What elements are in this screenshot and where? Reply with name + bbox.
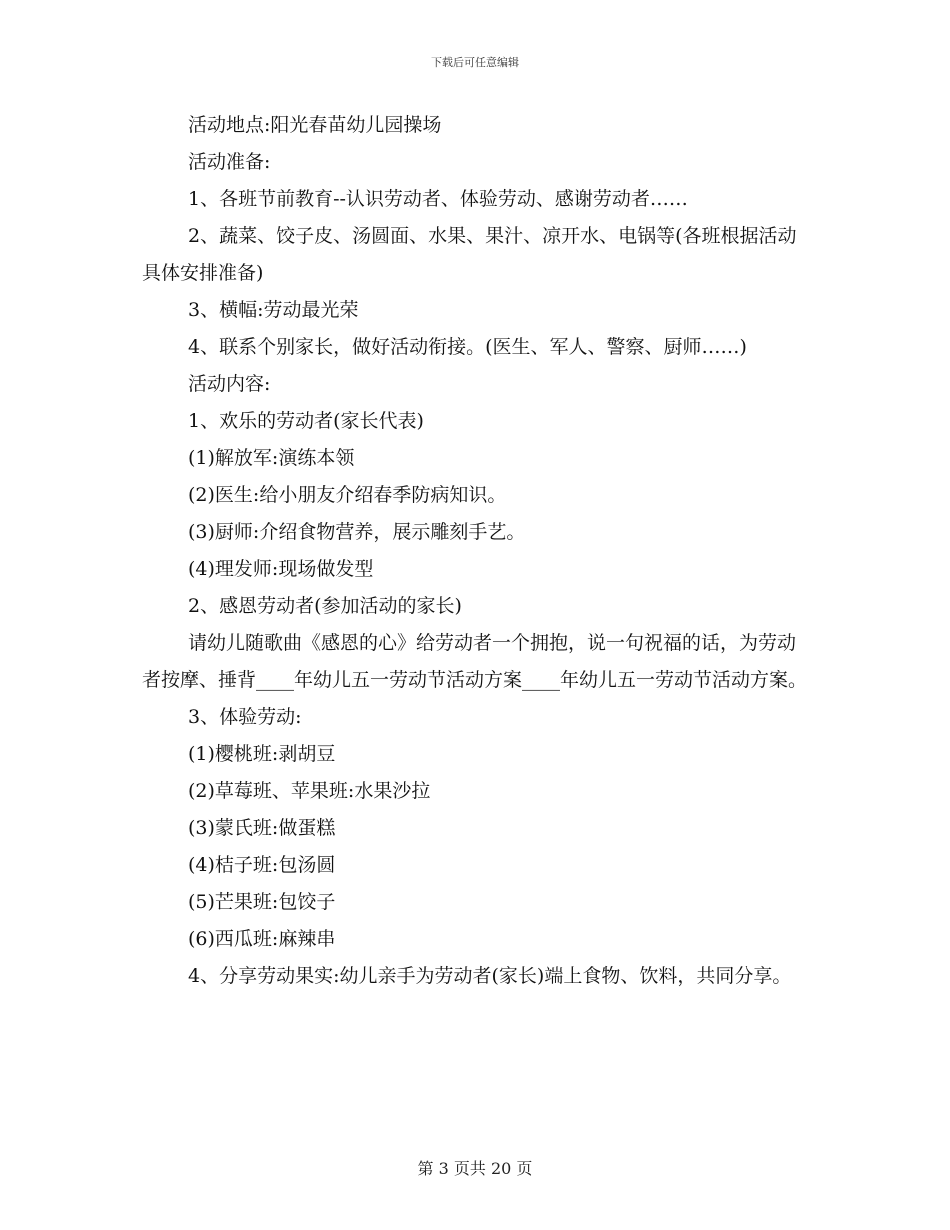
document-body [142,107,810,995]
paragraph: (1)樱桃班:剥胡豆 [188,743,336,765]
paragraph: 活动内容: [188,373,271,395]
paragraph: (3)蒙氏班:做蛋糕 [188,817,336,839]
paragraph: (1)解放军:演练本领 [188,447,355,469]
paragraph: 1、各班节前教育--认识劳动者、体验劳动、感谢劳动者…… [188,188,688,210]
paragraph: 1、欢乐的劳动者(家长代表) [188,410,424,432]
paragraph: 3、体验劳动: [188,706,302,728]
paragraph: (2)医生:给小朋友介绍春季防病知识。 [188,484,507,506]
paragraph: 3、横幅:劳动最光荣 [188,299,359,321]
page-header: 下载后可任意编辑 [431,56,519,69]
paragraph: 2、感恩劳动者(参加活动的家长) [188,595,462,617]
paragraph: 请幼儿随歌曲《感恩的心》给劳动者一个拥抱，说一句祝福的话，为劳动者按摩、捶背____年幼儿五一劳动节活动方案____年幼儿五一劳动节活动方案。 [142,632,808,691]
paragraph: 活动地点:阳光春苗幼儿园操场 [188,114,442,136]
paragraph: 4、分享劳动果实:幼儿亲手为劳动者(家长)端上食物、饮料，共同分享。 [188,965,792,987]
paragraph: (4)桔子班:包汤圆 [188,854,336,876]
paragraph: (4)理发师:现场做发型 [188,558,374,580]
paragraph: (3)厨师:介绍食物营养，展示雕刻手艺。 [188,521,526,543]
paragraph: 4、联系个别家长，做好活动衔接。(医生、军人、警察、厨师……) [188,336,747,358]
paragraph: 2、蔬菜、饺子皮、汤圆面、水果、果汁、凉开水、电锅等(各班根据活动具体安排准备) [142,225,797,284]
paragraph: (5)芒果班:包饺子 [188,891,336,913]
paragraph: 活动准备: [188,151,271,173]
paragraph: (6)西瓜班:麻辣串 [188,928,336,950]
paragraph: (2)草莓班、苹果班:水果沙拉 [188,780,431,802]
page-number: 第 3 页共 20 页 [417,1159,533,1178]
